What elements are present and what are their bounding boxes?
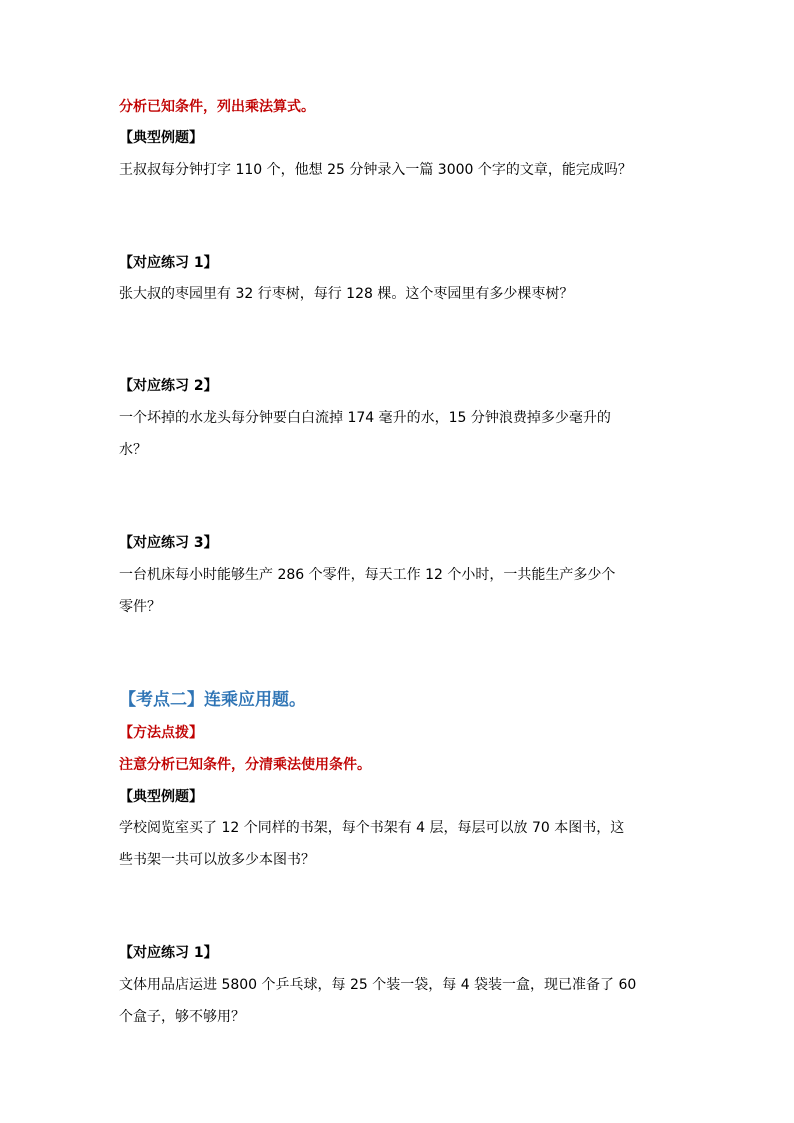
practice-text: 一个坏掉的水龙头每分钟要白白流掉 174 毫升的水，15 分钟浪费掉多少毫升的 <box>119 410 611 426</box>
practice-heading: 【对应练习 3】 <box>119 535 218 551</box>
practice-heading: 【对应练习 1】 <box>119 255 218 271</box>
example-text: 王叔叔每分钟打字 110 个，他想 25 分钟录入一篇 3000 个字的文章，能完成吗？ <box>119 162 632 178</box>
example-text: 学校阅览室买了 12 个同样的书架，每个书架有 4 层，每层可以放 70 本图书，这 <box>119 820 625 836</box>
example-heading: 【典型例题】 <box>119 789 203 805</box>
example-heading: 【典型例题】 <box>119 130 203 146</box>
practice-heading: 【对应练习 2】 <box>119 378 218 394</box>
method-text: 注意分析已知条件，分清乘法使用条件。 <box>119 757 371 773</box>
section-title: 【考点二】连乘应用题。 <box>119 690 306 710</box>
practice-text: 文体用品店运进 5800 个乒乓球，每 25 个装一袋，每 4 袋装一盒，现已准备了 60 <box>119 977 637 993</box>
practice-heading: 【对应练习 1】 <box>119 945 218 961</box>
practice-text: 一台机床每小时能够生产 286 个零件，每天工作 12 个小时，一共能生产多少个 <box>119 567 616 583</box>
practice-text: 个盒子，够不够用？ <box>119 1009 245 1025</box>
practice-text: 水？ <box>119 442 147 458</box>
practice-text: 零件？ <box>119 599 161 615</box>
practice-text: 张大叔的枣园里有 32 行枣树，每行 128 棵。这个枣园里有多少棵枣树？ <box>119 286 574 302</box>
instruction-text: 分析已知条件，列出乘法算式。 <box>119 99 315 115</box>
example-text: 些书架一共可以放多少本图书？ <box>119 852 315 868</box>
method-heading: 【方法点拨】 <box>119 725 203 741</box>
